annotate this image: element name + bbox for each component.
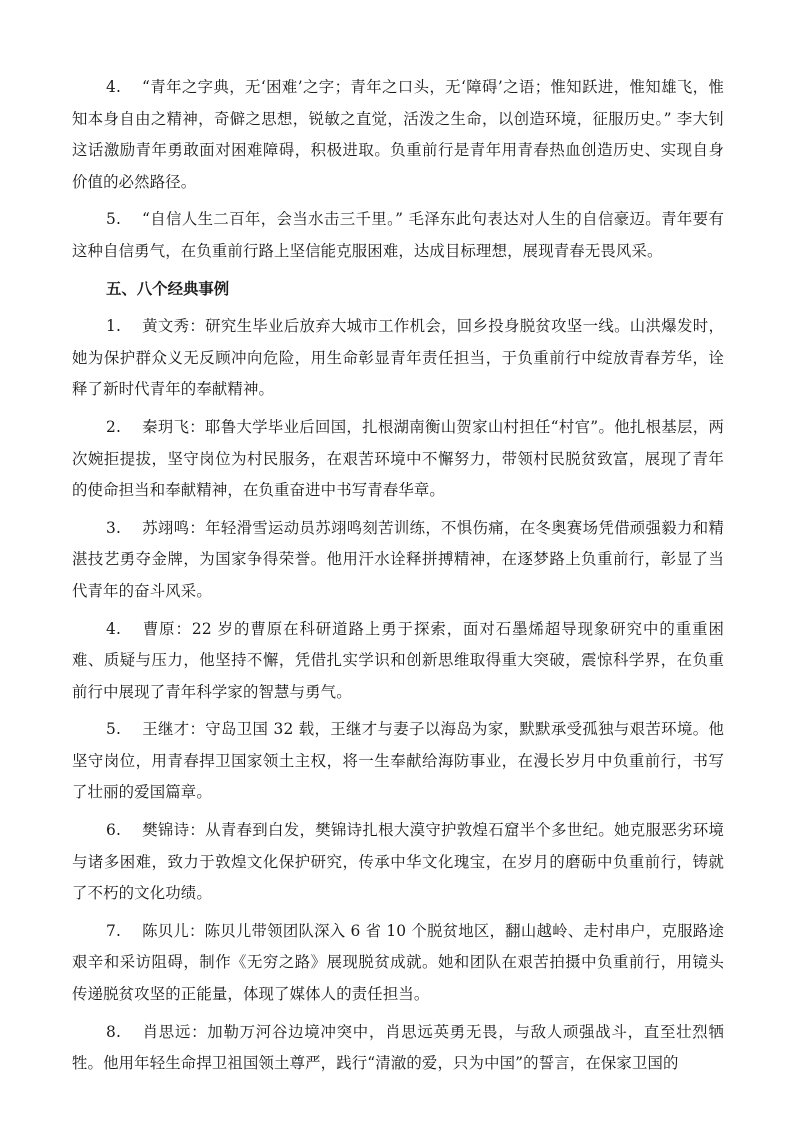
item-number: 1. (106, 317, 121, 336)
paragraph-text: 曹原：22 岁的曹原在科研道路上勇于探索，面对石墨烯超导现象研究中的重重困难、质疑与压力，他坚持不懈，凭借扎实学识和创新思维取得重大突破，震惊科学界，在负重前行中展现了青年科学家的智慧与勇气。 (72, 619, 724, 701)
example-paragraph-7 (72, 916, 724, 1011)
item-number: 7. (106, 921, 121, 940)
item-number: 6. (106, 821, 121, 840)
paragraph-text: 樊锦诗：从青春到白发，樊锦诗扎根大漠守护敦煌石窟半个多世纪。她克服恶劣环境与诸多困难，致力于敦煌文化保护研究，传承中华文化瑰宝，在岁月的磨砺中负重前行，铸就了不朽的文化功绩。 (72, 821, 724, 903)
section-heading: 五、八个经典事例 (106, 279, 230, 298)
item-number: 4. (106, 78, 121, 96)
example-paragraph-3 (72, 513, 724, 608)
paragraph-text: “青年之字典，无‘困难’之字；青年之口头，无‘障碍’之语；惟知跃进，惟知雄飞，惟知本身自由之精神，奇僻之思想，锐敏之直觉，活泼之生命，以创造环境，征服历史。” 李大钊这话激励青年勇敢面对困难障碍，积极进取。负重前行是青年用青春热血创造历史、实现自身价值的必然路径。 (72, 78, 724, 191)
item-number: 4. (106, 619, 121, 638)
example-paragraph-8 (72, 1017, 724, 1080)
document-page (72, 72, 724, 1086)
example-paragraph-4 (72, 614, 724, 709)
quote-paragraph-4 (72, 72, 724, 198)
item-number: 5. (106, 210, 121, 229)
paragraph-text: 黄文秀：研究生毕业后放弃大城市工作机会，回乡投身脱贫攻坚一线。山洪爆发时，她为保护群众义无反顾冲向危险，用生命彰显青年责任担当，于负重前行中绽放青春芳华，诠释了新时代青年的奉献精神。 (72, 317, 724, 399)
item-number: 2. (106, 417, 121, 436)
example-paragraph-5 (72, 714, 724, 809)
paragraph-text: “自信人生二百年，会当水击三千里。” 毛泽东此句表达对人生的自信豪迈。青年要有这种自信勇气，在负重前行路上坚信能克服困难，达成目标理想，展现青春无畏风采。 (72, 210, 724, 260)
item-number: 8. (106, 1022, 121, 1041)
example-paragraph-2 (72, 412, 724, 507)
example-paragraph-1 (72, 311, 724, 406)
paragraph-text: 苏翊鸣：年轻滑雪运动员苏翊鸣刻苦训练，不惧伤痛，在冬奥赛场凭借顽强毅力和精湛技艺勇夺金牌，为国家争得荣誉。他用汗水诠释拼搏精神，在逐梦路上负重前行，彰显了当代青年的奋斗风采。 (72, 518, 724, 600)
paragraph-text: 秦玥飞：耶鲁大学毕业后回国，扎根湖南衡山贺家山村担任“村官”。他扎根基层，两次婉拒提拔，坚守岗位为村民服务，在艰苦环境中不懈努力，带领村民脱贫致富，展现了青年的使命担当和奉献精神，在负重奋进中书写青春华章。 (72, 417, 724, 500)
paragraph-text: 陈贝儿：陈贝儿带领团队深入 6 省 10 个脱贫地区，翻山越岭、走村串户，克服路途艰辛和采访阻碍，制作《无穷之路》展现脱贫成就。她和团队在艰苦拍摄中负重前行，用镜头传递脱贫攻坚的正能量，体现了媒体人的责任担当。 (72, 921, 724, 1004)
quote-paragraph-5 (72, 204, 724, 267)
item-number: 5. (106, 720, 121, 739)
item-number: 3. (106, 518, 121, 537)
example-paragraph-6 (72, 815, 724, 910)
paragraph-text: 王继才：守岛卫国 32 载，王继才与妻子以海岛为家，默默承受孤独与艰苦环境。他坚守岗位，用青春捍卫国家领土主权，将一生奉献给海防事业，在漫长岁月中负重前行，书写了壮丽的爱国篇章。 (72, 720, 724, 802)
paragraph-text: 肖思远：加勒万河谷边境冲突中，肖思远英勇无畏，与敌人顽强战斗，直至壮烈牺牲。他用年轻生命捍卫祖国领土尊严，践行“清澈的爱，只为中国”的誓言，在保家卫国的 (72, 1022, 724, 1073)
